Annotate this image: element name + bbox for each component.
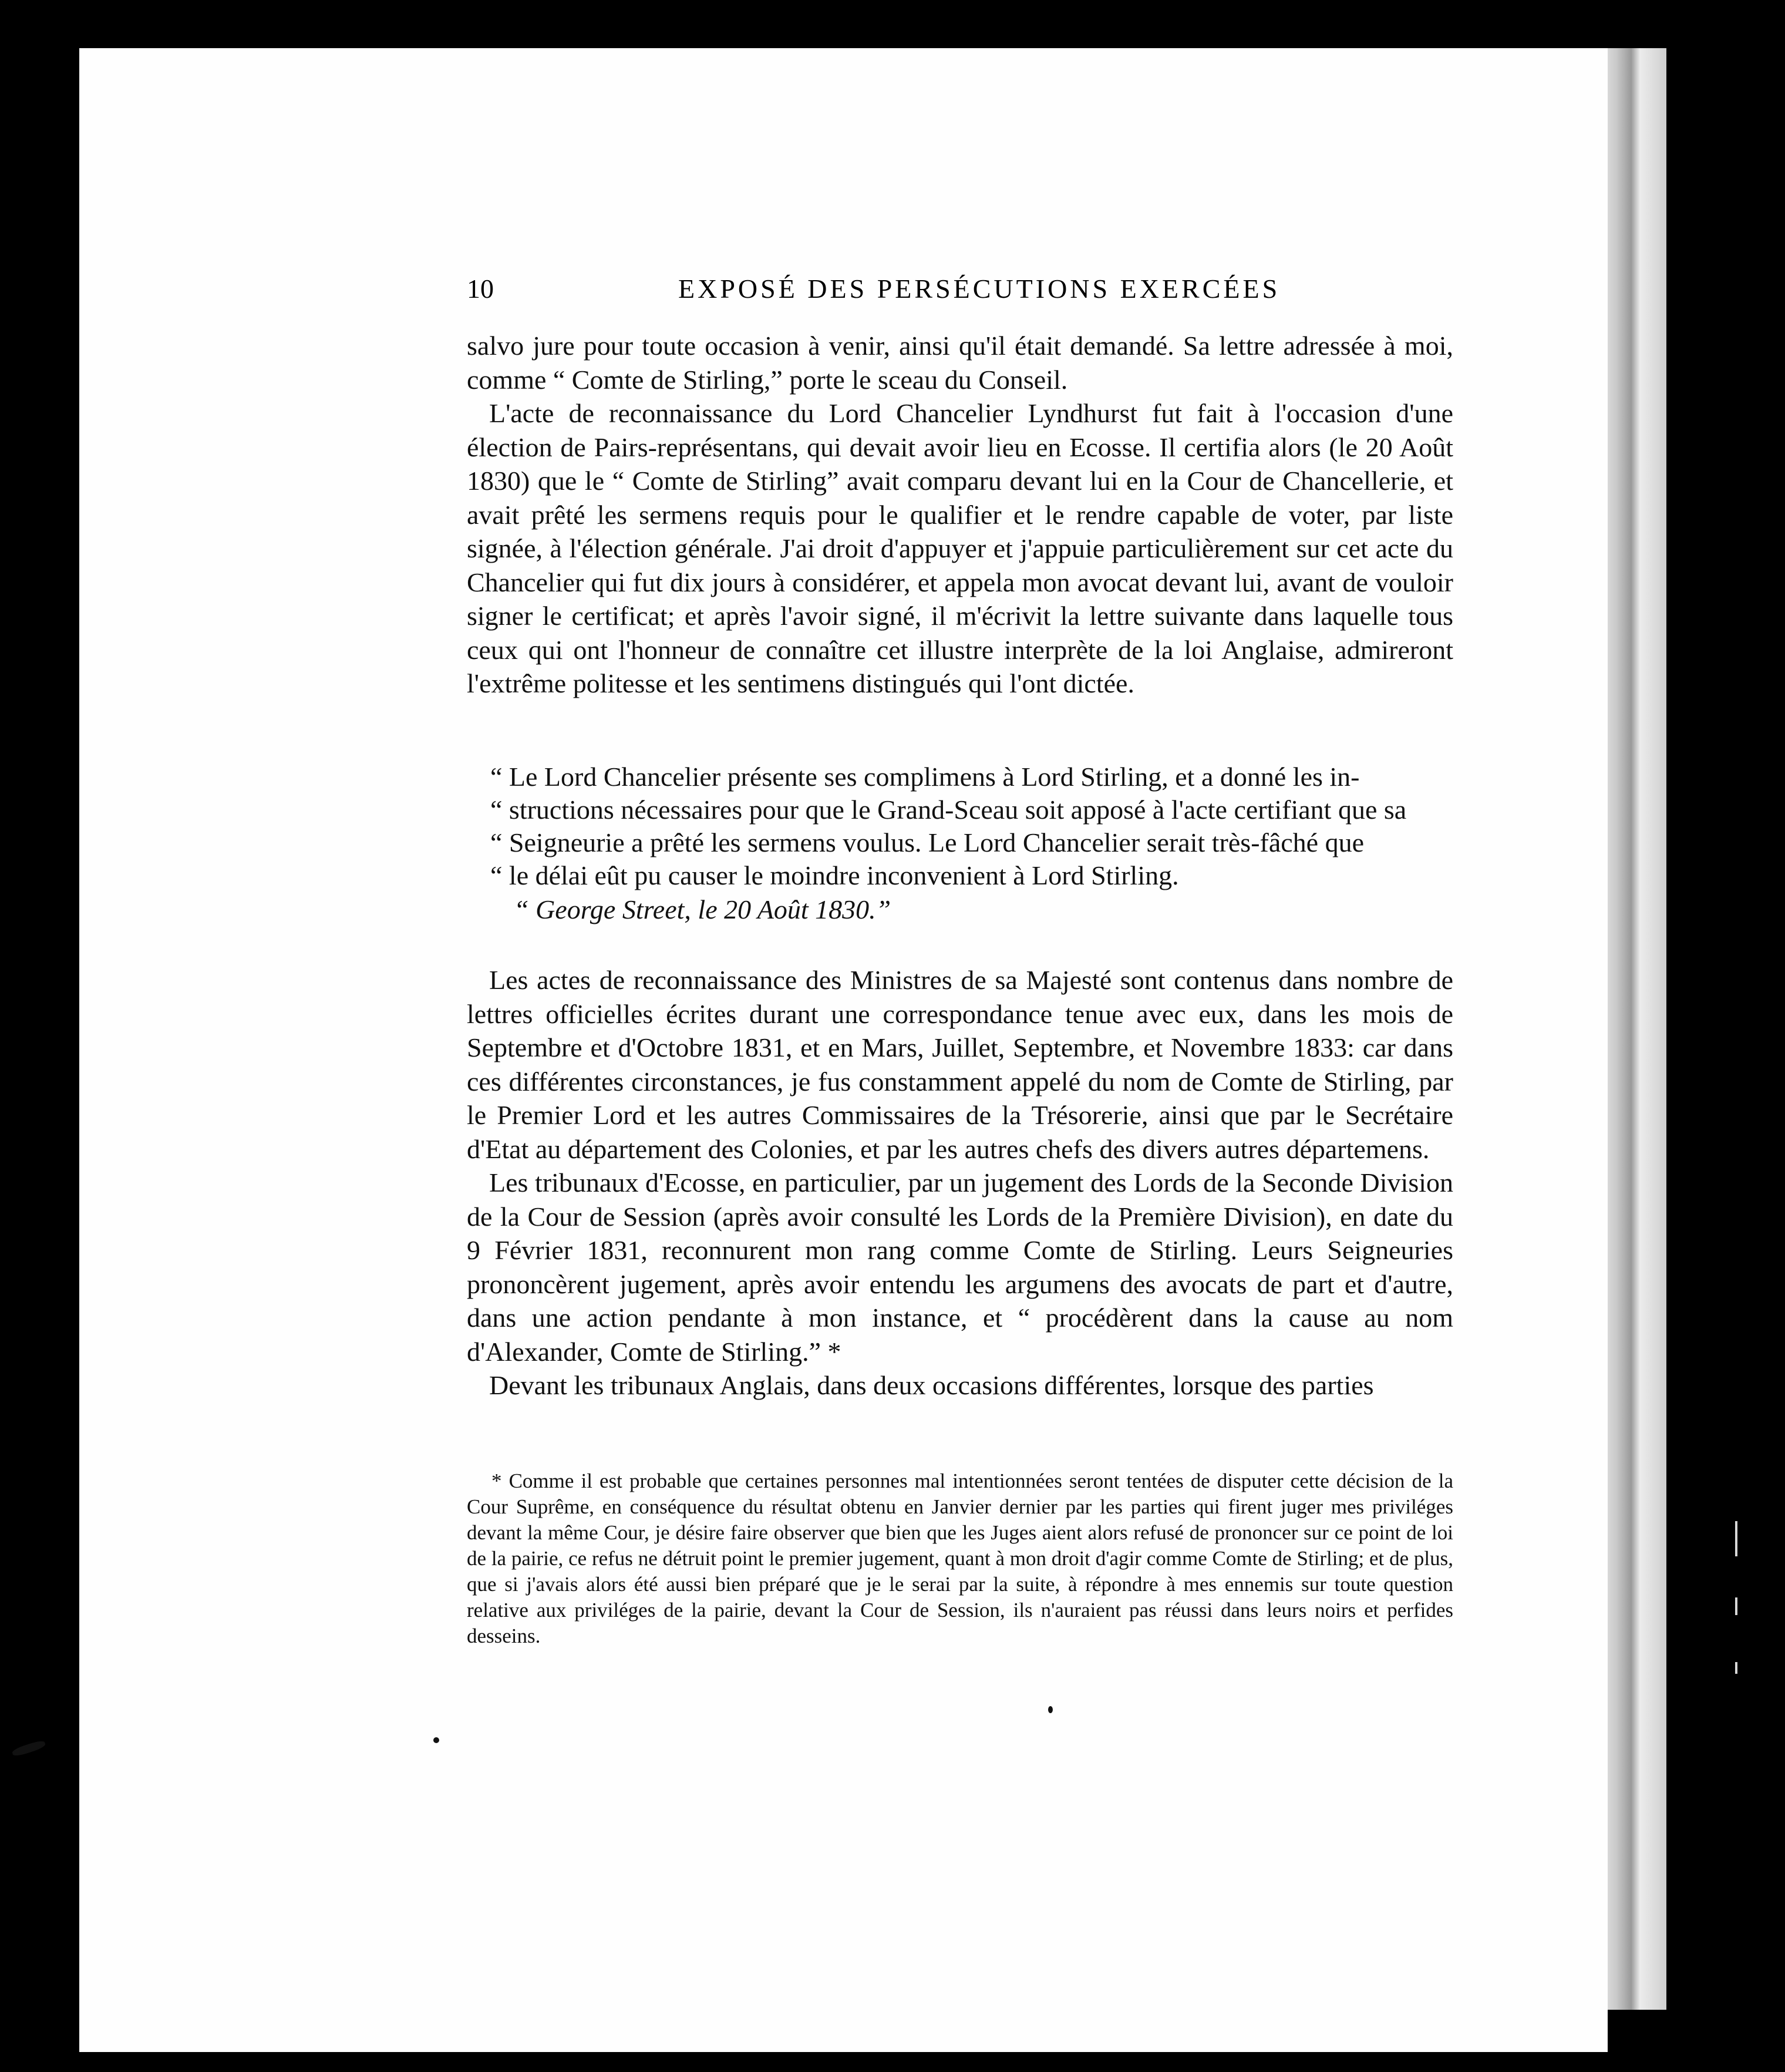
body-text	[467, 329, 1453, 701]
ink-speck	[1048, 1706, 1053, 1713]
letter-line: “ Seigneurie a prêté les sermens voulus. Le Lord Chancelier serait très-fâché que	[490, 828, 1364, 857]
letter-signature: “ George Street, le 20 Août 1830.”	[514, 894, 891, 924]
running-head	[467, 273, 1453, 308]
footnote-text: * Comme il est probable que certaines personnes mal intentionnées seront tentées de disputer cette décision de la Cour Suprême, en conséquence du résultat obtenu en Janvier dernier par les parties qui firent juger mes priviléges devant la même Cour, je désire faire observer que bien que les Juges aient alors refusé de prononcer sur ce point de loi de la pairie, ce refus ne détruit point le premier jugement, quant à mon droit d'agir comme Comte de Stirling; et de plus, que si j'avais alors été aussi bien préparé que je le serai par la suite, à répondre à mes ennemis sur toute question relative aux priviléges de la pairie, devant la Cour de Session, ils n'auraient pas réussi dans leurs noirs et perfides desseins.	[467, 1469, 1453, 1647]
paragraph: Les actes de reconnaissance des Ministres de sa Majesté sont contenus dans nombre de lettres officielles écrites durant une correspondance tenue avec eux, dans les mois de Septembre et d'Octobre 1831, et en Mars, Juillet, Septembre, et Novembre 1833: car dans ces différentes circonstances, je fus constamment appelé du nom de Comte de Stirling, par le Premier Lord et les autres Commissaires de la Trésorerie, ainsi que par le Secrétaire d'Etat au département des Colonies, et par les autres chefs des divers autres départemens.	[467, 965, 1453, 1164]
body-text-continued	[467, 963, 1453, 1402]
margin-mark	[1735, 1662, 1737, 1674]
letter-line: “ Le Lord Chancelier présente ses complimens à Lord Stirling, et a donné les in-	[490, 762, 1360, 792]
paragraph: L'acte de reconnaissance du Lord Chancelier Lyndhurst fut fait à l'occasion d'une élection de Pairs-représentans, qui devait avoir lieu en Ecosse. Il certifia alors (le 20 Août 1830) que le “ Comte de Stirling” avait comparu devant lui en la Cour de Chancellerie, et avait prêté les sermens requis pour le qualifier et le rendre capable de voter, par liste signée, à l'élection générale. J'ai droit d'appuyer et j'appuie particulièrement sur cet acte du Chancelier qui fut dix jours à considérer, et appela mon avocat devant lui, avant de vouloir signer le certificat; et après l'avoir signé, il m'écrivit la lettre suivante dans laquelle tous ceux qui ont l'honneur de connaître cet illustre interprète de la loi Anglaise, admireront l'extrême politesse et les sentimens distingués qui l'ont dictée.	[467, 398, 1453, 698]
letter-line: “ structions nécessaires pour que le Grand-Sceau soit apposé à l'acte certifiant que sa	[490, 795, 1407, 825]
quoted-letter	[467, 761, 1453, 926]
margin-mark	[1735, 1597, 1737, 1615]
margin-mark	[1735, 1521, 1737, 1556]
paragraph: Les tribunaux d'Ecosse, en particulier, par un jugement des Lords de la Seconde Division de la Cour de Session (après avoir consulté les Lords de la Première Division), en date du 9 Février 1831, reconnurent mon rang comme Comte de Stirling. Leurs Seigneuries prononcèrent jugement, après avoir entendu les argumens des avocats de part et d'autre, dans une action pendante à mon instance, et “ procédèrent dans la cause au nom d'Alexander, Comte de Stirling.” *	[467, 1168, 1453, 1367]
running-head-title: EXPOSÉ DES PERSÉCUTIONS EXERCÉES	[678, 274, 1281, 304]
page-edge	[1608, 48, 1666, 2010]
letter-line: “ le délai eût pu causer le moindre inconvenient à Lord Stirling.	[490, 860, 1179, 890]
paragraph: Devant les tribunaux Anglais, dans deux occasions différentes, lorsque des parties	[489, 1370, 1374, 1400]
paragraph: salvo jure pour toute occasion à venir, ainsi qu'il était demandé. Sa lettre adressée à moi, comme “ Comte de Stirling,” porte le sceau du Conseil.	[467, 331, 1453, 395]
footnote	[467, 1468, 1453, 1649]
page-number: 10	[467, 274, 494, 304]
ink-speck	[433, 1737, 439, 1743]
scan-smudge	[11, 1739, 46, 1757]
